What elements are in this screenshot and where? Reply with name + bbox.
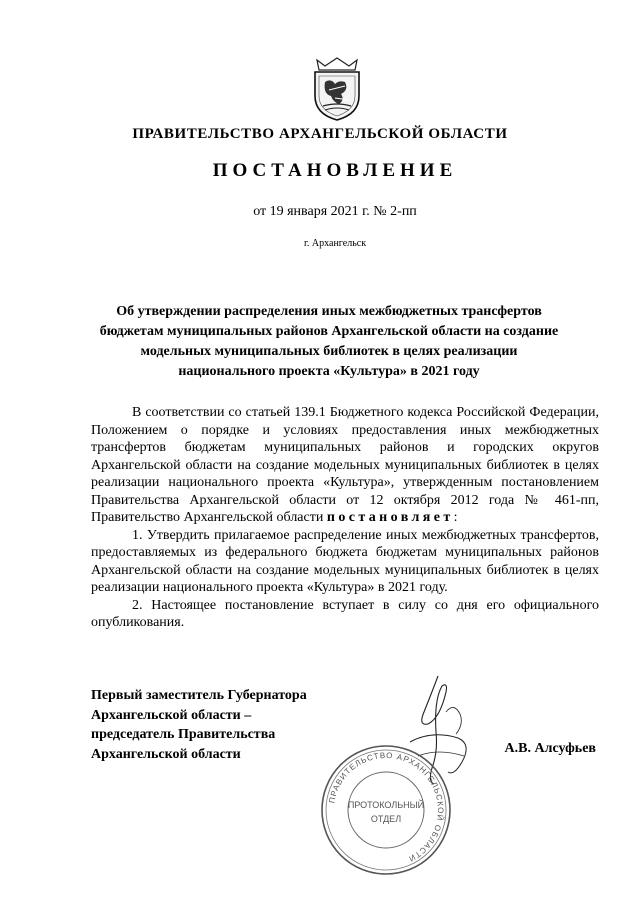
stamp-inner-line-1: ПРОТОКОЛЬНЫЙ	[347, 800, 425, 810]
signatory-position	[91, 686, 307, 764]
position-line-1: Первый заместитель Губернатора	[91, 688, 307, 703]
stamp-outer-text: ПРАВИТЕЛЬСТВО АРХАНГЕЛЬСКОЙ ОБЛАСТИ	[327, 750, 446, 864]
item-1: 1. Утвердить прилагаемое распределение иных межбюджетных трансфертов, предоставляемых из федерального бюджета бюджетам муниципальных районов Архангельской области на создание модельных муниципальных библиотек в целях реализации национального проекта «Культура» в 2021 году.	[91, 527, 599, 595]
preamble-paragraph	[91, 404, 599, 527]
item-2: 2. Настоящее постановление вступает в силу со дня его официального опубликования.	[91, 597, 599, 630]
document-subject: Об утверждении распределения иных межбюджетных трансфертов бюджетам муниципальных районов Архангельской области на создание модельных муниципальных библиотек в целях реализации национального проекта «Культура» в 2021 году	[99, 304, 559, 379]
official-stamp-icon	[318, 742, 454, 878]
document-city: г. Архангельск	[303, 238, 367, 249]
coat-of-arms-icon	[305, 56, 369, 122]
stamp-inner-line-2: ОТДЕЛ	[370, 814, 402, 824]
preamble-text: В соответствии со статьей 139.1 Бюджетного кодекса Российской Федерации, Положением о порядке и условиях предоставления иных межбюджетных трансфертов бюджетам муниципальных районов и городских округов Архангельской области на создание модельных муниципальных библиотек в целях реализации национального проекта «Культура», утвержденным постановлением Правительства Архангельской области от 12 октября 2012 года № 461-пп, Правительство Архангельской области	[91, 405, 599, 525]
signer-name: А.В. Алсуфьев	[504, 741, 596, 756]
document-body	[91, 404, 599, 632]
position-line-3: председатель Правительства	[91, 727, 276, 742]
position-line-4: Архангельской области	[91, 746, 241, 762]
decree-word: постановляет	[326, 510, 454, 525]
decree-colon: :	[453, 510, 458, 525]
document-type: ПОСТАНОВЛЕНИЕ	[212, 160, 458, 181]
document-date-number: от 19 января 2021 г. № 2-пп	[253, 204, 417, 219]
government-title: ПРАВИТЕЛЬСТВО АРХАНГЕЛЬСКОЙ ОБЛАСТИ	[132, 126, 508, 142]
position-line-2: Архангельской области –	[91, 707, 252, 723]
